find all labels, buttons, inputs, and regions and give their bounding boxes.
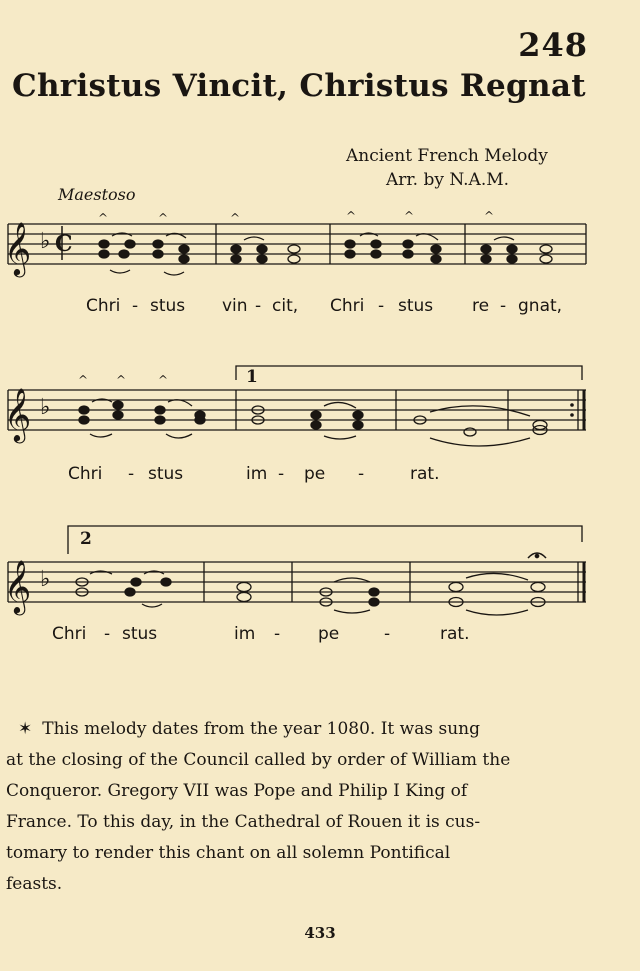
note-group	[98, 209, 552, 275]
lyric-syllable: stus	[148, 464, 184, 484]
lyric-syllable: -	[104, 624, 111, 644]
treble-clef-icon	[4, 387, 31, 443]
hymn-number: 248	[518, 26, 588, 64]
lyric-syllable: Chri	[86, 296, 121, 316]
lyric-syllable: -	[358, 464, 365, 484]
lyric-syllable: vin	[222, 296, 248, 316]
footnote	[6, 714, 592, 900]
melody-source: Ancient French Melody	[346, 146, 548, 166]
lyric-syllable: Chri	[68, 464, 103, 484]
repeat-dot-icon	[570, 403, 574, 407]
arranger-credit: Arr. by N.A.M.	[386, 170, 510, 190]
flat-key-signature-icon: ♭	[40, 567, 51, 592]
lyric-syllable: -	[274, 624, 281, 644]
lyric-syllable: -	[128, 464, 135, 484]
svg-text:𝄞: 𝄞	[4, 387, 32, 441]
lyric-syllable: im	[234, 624, 256, 644]
svg-text:C: C	[55, 231, 73, 257]
music-staff-system-1	[0, 209, 640, 286]
footnote-line: tomary to render this chant on all solemn Pontifical	[6, 843, 451, 863]
lyric-syllable: -	[378, 296, 385, 316]
svg-text:^: ^	[346, 209, 357, 223]
svg-text:^: ^	[98, 211, 109, 225]
treble-clef-icon	[4, 221, 31, 277]
footnote-line: Conqueror. Gregory VII was Pope and Philip I King of	[6, 781, 468, 801]
svg-text:𝄞: 𝄞	[4, 221, 32, 275]
repeat-dot-icon	[570, 413, 574, 417]
lyric-syllable: im	[246, 464, 268, 484]
tempo-marking: Maestoso	[58, 185, 136, 204]
lyric-syllable: -	[278, 464, 285, 484]
svg-text:^: ^	[230, 211, 241, 225]
footnote-line: France. To this day, in the Cathedral of Rouen it is cus-	[6, 812, 481, 832]
lyric-syllable: rat.	[410, 464, 440, 484]
svg-text:^: ^	[484, 209, 495, 223]
svg-text:^: ^	[116, 373, 127, 387]
lyric-syllable: re	[472, 296, 490, 316]
alla-breve-icon	[55, 226, 73, 260]
ending-label: 1	[246, 367, 258, 387]
page-number: 433	[304, 924, 336, 942]
lyric-syllable: cit,	[272, 296, 299, 316]
flat-key-signature-icon: ♭	[40, 229, 51, 254]
music-staff-system-2	[0, 362, 640, 452]
treble-clef-icon	[4, 559, 31, 615]
lyric-syllable: -	[500, 296, 507, 316]
svg-text:𝄞: 𝄞	[4, 559, 32, 613]
lyric-syllable: gnat,	[518, 296, 563, 316]
lyric-syllable: stus	[122, 624, 158, 644]
svg-text:^: ^	[404, 209, 415, 223]
note-group	[76, 571, 545, 615]
music-staff-system-3	[0, 522, 640, 622]
svg-text:^: ^	[158, 211, 169, 225]
svg-text:^: ^	[158, 373, 169, 387]
flat-key-signature-icon: ♭	[40, 395, 51, 420]
footnote-line: feasts.	[6, 874, 63, 894]
lyric-syllable: pe	[304, 464, 326, 484]
lyric-syllable: Chri	[330, 296, 365, 316]
hymn-title: Christus Vincit, Christus Regnat	[12, 68, 586, 104]
lyric-syllable: stus	[150, 296, 186, 316]
lyric-syllable: stus	[398, 296, 434, 316]
lyric-syllable: -	[132, 296, 139, 316]
footnote-line: at the closing of the Council called by order of William the	[6, 750, 511, 770]
ending-label: 2	[80, 529, 92, 549]
lyric-syllable: rat.	[440, 624, 470, 644]
svg-text:^: ^	[78, 373, 89, 387]
fermata-icon	[528, 553, 546, 558]
lyric-syllable: -	[255, 296, 262, 316]
lyric-syllable: Chri	[52, 624, 87, 644]
footnote-symbol-icon: ✶	[18, 719, 33, 739]
footnote-line: ✶ This melody dates from the year 1080. It was sung	[18, 719, 480, 739]
lyric-syllable: pe	[318, 624, 340, 644]
lyric-syllable: -	[384, 624, 391, 644]
